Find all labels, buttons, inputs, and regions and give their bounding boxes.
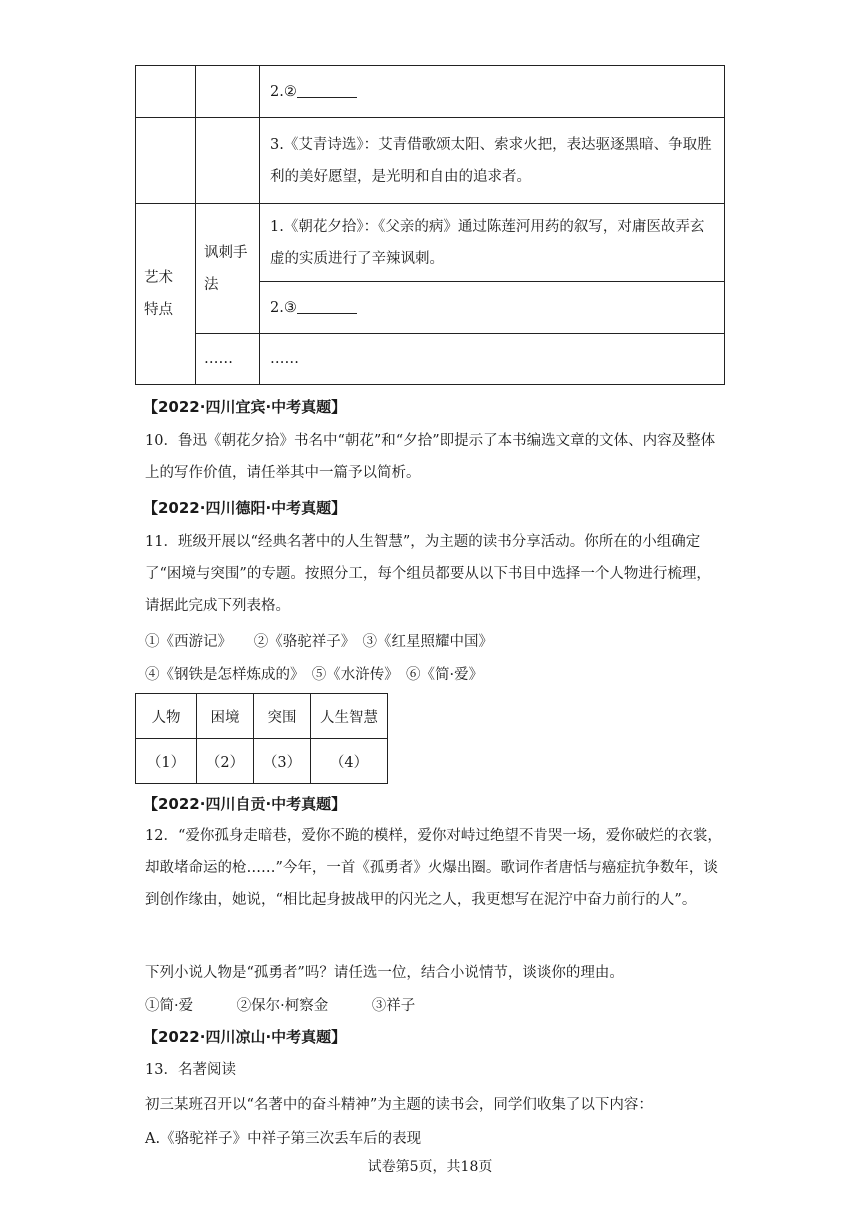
table-cell: （1） [136, 739, 197, 784]
table-cell: （2） [197, 739, 254, 784]
table-cell: 1.《朝花夕拾》：《父亲的病》通过陈莲河用药的叙写，对庸医故弄玄虚的实质进行了辛辣讽刺。 [260, 204, 725, 282]
table-header: 突围 [254, 694, 311, 739]
table-cell: …… [196, 334, 260, 385]
subcategory-cell: 讽刺手法 [196, 204, 260, 334]
question-12-options: ①简·爱 ②保尔·柯察金 ③祥子 [145, 998, 416, 1014]
question-12-ask: 下列小说人物是“孤勇者”吗？请任选一位，结合小说情节，谈谈你的理由。 [145, 965, 624, 981]
cell-empty [136, 118, 196, 204]
table-cell: （3） [254, 739, 311, 784]
question-13-intro: 初三某班召开以“名著中的奋斗精神”为主题的读书会，同学们收集了以下内容： [145, 1097, 653, 1113]
cell-empty [196, 118, 260, 204]
table-header: 人生智慧 [311, 694, 388, 739]
table-cell: …… [260, 334, 725, 385]
table-cell: （4） [311, 739, 388, 784]
answer-blank [297, 81, 357, 98]
section-heading: 【2022·四川自贡·中考真题】 [143, 795, 347, 813]
question-10: 10．鲁迅《朝花夕拾》书名中“朝花”和“夕拾”即提示了本书编选文章的文体、内容及整体上的写作价值，请任举其中一篇予以简析。 [145, 433, 716, 481]
table-cell: 2.③ [260, 282, 725, 334]
book-list-line: ①《西游记》 ②《骆驼祥子》 ③《红星照耀中国》 [145, 634, 493, 650]
cell-empty [196, 66, 260, 118]
category-cell: 艺术特点 [136, 204, 196, 385]
table-header: 困境 [197, 694, 254, 739]
table-header: 人物 [136, 694, 197, 739]
section-heading: 【2022·四川凉山·中考真题】 [143, 1028, 347, 1046]
page-footer: 试卷第5页，共18页 [367, 1159, 493, 1175]
answer-table [135, 693, 388, 784]
question-13-item-a: A.《骆驼祥子》中祥子第三次丢车后的表现 [145, 1131, 422, 1147]
section-heading: 【2022·四川宜宾·中考真题】 [143, 398, 347, 416]
top-table [135, 65, 725, 385]
answer-blank [297, 297, 357, 314]
question-12: 12．“爱你孤身走暗巷，爱你不跪的模样，爱你对峙过绝望不肯哭一场，爱你破烂的衣裳，却敢堵命运的枪……”今年，一首《孤勇者》火爆出圈。歌词作者唐恬与癌症抗争数年，谈到创作缘由，她说，“相比起身披战甲的闪光之人，我更想写在泥泞中奋力前行的人”。 [145, 828, 722, 908]
question-13: 13．名著阅读 [145, 1062, 236, 1078]
section-heading: 【2022·四川德阳·中考真题】 [143, 499, 347, 517]
table-cell: 2.② [260, 66, 725, 118]
cell-empty [136, 66, 196, 118]
table-cell: 3.《艾青诗选》：艾青借歌颂太阳、索求火把，表达驱逐黑暗、争取胜利的美好愿望，是光明和自由的追求者。 [260, 118, 725, 204]
question-11: 11．班级开展以“经典名著中的人生智慧”，为主题的读书分享活动。你所在的小组确定了“困境与突围”的专题。按照分工，每个组员都要从以下书目中选择一个人物进行梳理，请据此完成下列表格。 [145, 534, 711, 614]
book-list-line: ④《钢铁是怎样炼成的》 ⑤《水浒传》 ⑥《简·爱》 [145, 667, 484, 683]
